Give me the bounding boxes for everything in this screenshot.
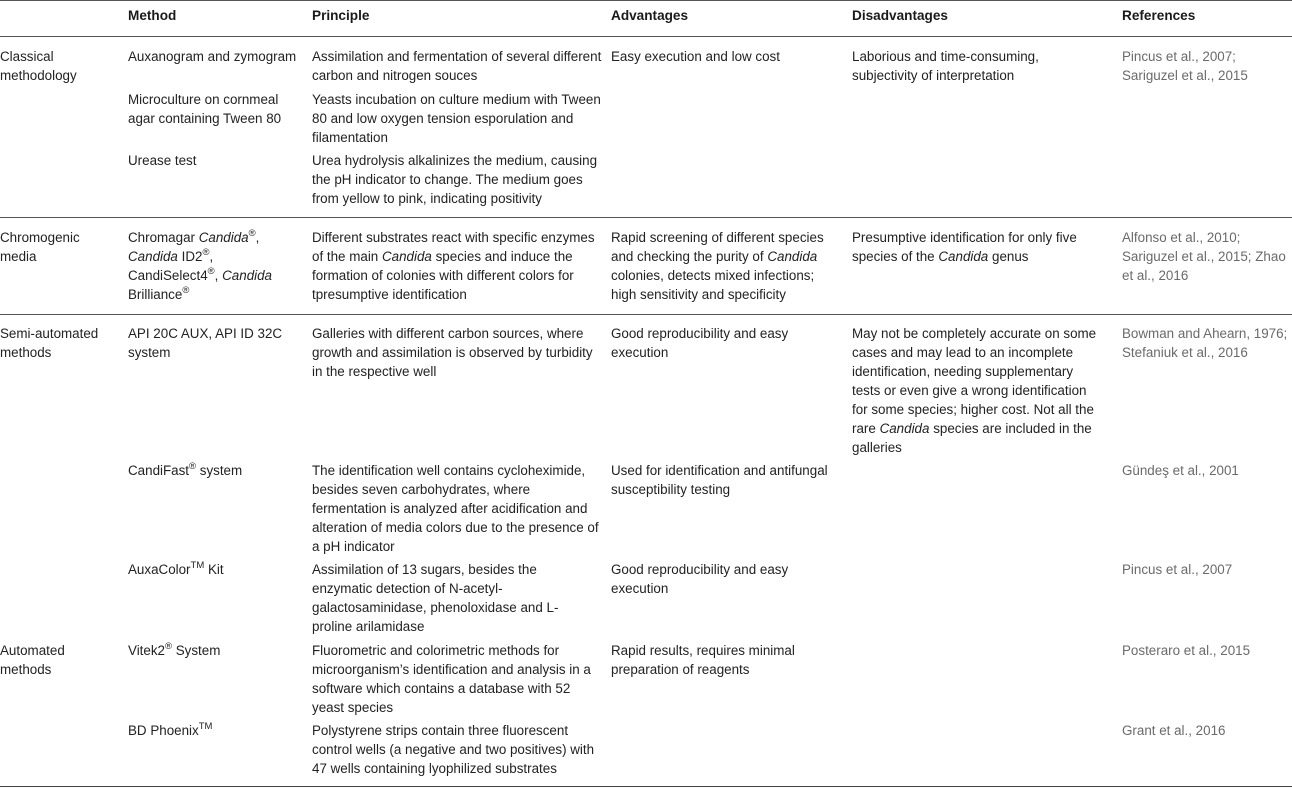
method-candida-italic: Candida [222,268,273,283]
candida-italic: Candida [879,421,930,436]
registered-mark: ® [189,460,197,472]
method-text: BD Phoenix [128,723,199,738]
trademark-mark: TM [190,559,205,571]
registered-mark: ® [202,246,210,258]
table-top-rule [0,0,1292,1]
method-chromagar: Chromagar [128,230,195,245]
principle-chromogenic [312,228,604,304]
advantages-text: colonies, detects mixed infections; high sensitivity and specificity [611,268,815,302]
method-text: system [196,463,243,478]
principle-text: species and induce the formation of colonies with different colors for tpresumptive identification [312,249,574,302]
header-method: Method [128,8,177,23]
advantages-api: Good reproducibility and easy execution [611,326,789,360]
method-candifast [128,461,304,480]
advantages-vitek: Rapid results, requires minimal preparation of reagents [611,643,795,677]
method-auxanogram: Auxanogram and zymogram [128,49,297,64]
principle-text: Different substrates react with specific enzymes of the main [312,230,595,264]
principle-auxanogram: Assimilation and fermentation of several different carbon and nitrogen souces [312,49,602,83]
principle-phoenix: Polystyrene strips contain three fluorescent control wells (a negative and two positives) with 47 wells containing lyophilized substrates [312,723,595,776]
method-text: Kit [204,562,224,577]
method-microculture: Microculture on cornmeal agar containing Tween 80 [128,92,282,126]
principle-auxacolor: Assimilation of 13 sugars, besides the enzymatic detection of N-acetyl-galactosaminidase, phenoloxidase and L-proline arilamidase [312,562,559,634]
header-disadvantages: Disadvantages [852,8,948,23]
category-classical: Classical methodology [0,49,77,83]
references-chromogenic: Alfonso et al., 2010; Sariguzel et al., 2015; Zhao et al., 2016 [1122,230,1286,283]
method-vitek [128,641,304,660]
method-candida-italic: Candida [128,249,178,264]
disadvantages-text: species are included in the galleries [852,421,1092,455]
method-urease: Urease test [128,153,197,168]
method-candiselect4: CandiSelect4 [128,268,208,283]
separator: , [209,249,214,264]
registered-mark: ® [182,284,190,296]
advantages-candifast: Used for identification and antifungal susceptibility testing [611,463,828,497]
references-phoenix: Grant et al., 2016 [1122,723,1226,738]
references-candifast: Gündeş et al., 2001 [1122,463,1239,478]
references-classical: Pincus et al., 2007; Sariguzel et al., 2015 [1122,49,1248,83]
method-phoenix [128,721,304,740]
advantages-auxacolor: Good reproducibility and easy execution [611,562,789,596]
disadvantages-chromogenic [852,228,1092,266]
category-semi-automated: Semi-automated methods [0,326,99,360]
references-auxacolor: Pincus et al., 2007 [1122,562,1233,577]
separator: , [255,230,260,245]
candida-italic: Candida [938,249,989,264]
disadvantages-api [852,324,1104,457]
category-automated: Automated methods [0,643,65,677]
method-text: CandiFast [128,463,190,478]
registered-mark: ® [164,640,172,652]
references-api: Bowman and Ahearn, 1976; Stefaniuk et al., 2016 [1122,326,1288,360]
method-chromogenic [128,228,304,304]
header-rule [0,36,1292,37]
registered-mark: ® [207,265,215,277]
method-auxacolor [128,560,304,579]
method-api: API 20C AUX, API ID 32C system [128,326,283,360]
header-principle: Principle [312,8,370,23]
method-id2: ID2 [177,249,203,264]
candida-italic: Candida [767,249,818,264]
header-references: References [1122,8,1196,23]
row-divider [0,217,1292,218]
disadvantages-text: genus [992,249,1029,264]
disadvantages-text: Presumptive identification for only five species of the [852,230,1077,264]
candida-italic: Candida [381,249,432,264]
principle-microculture: Yeasts incubation on culture medium with Tween 80 and low oxygen tension esporulation and filamentation [312,92,601,145]
references-vitek: Posteraro et al., 2015 [1122,643,1251,658]
header-advantages: Advantages [611,8,689,23]
principle-api: Galleries with different carbon sources, where growth and assimilation is observed by turbidity in the respective well [312,326,593,379]
advantages-chromogenic [611,228,843,304]
method-brilliance: Brilliance [128,287,183,302]
table-bottom-rule [0,786,1292,787]
category-chromogenic: Chromogenic media [0,230,80,264]
disadvantages-text: May not be completely accurate on some cases and may lead to an incomplete identification, needing supplementary tests or even give a wrong identification for some species; higher cost. Not all the rare [852,326,1097,436]
principle-urease: Urea hydrolysis alkalinizes the medium, causing the pH indicator to change. The medium goes from yellow to pink, indicating positivity [312,153,598,206]
method-text: System [171,643,221,658]
disadvantages-classical: Laborious and time-consuming, subjectivity of interpretation [852,49,1039,83]
advantages-auxanogram: Easy execution and low cost [611,49,780,64]
trademark-mark: TM [198,720,213,732]
registered-mark: ® [248,227,256,239]
separator: , [214,268,219,283]
method-text: AuxaColor [128,562,191,577]
principle-vitek: Fluorometric and colorimetric methods for microorganism’s identification and analysis in a software which contains a database with 52 yeast species [312,643,591,715]
principle-candifast: The identification well contains cycloheximide, besides seven carbohydrates, where fermentation is analyzed after acidification and alteration of media colors due to the presence of a pH indicator [312,463,599,554]
method-candida-italic: Candida [198,230,249,245]
method-text: Vitek2 [128,643,165,658]
row-divider [0,314,1292,315]
advantages-text: Rapid screening of different species and checking the purity of [611,230,824,264]
